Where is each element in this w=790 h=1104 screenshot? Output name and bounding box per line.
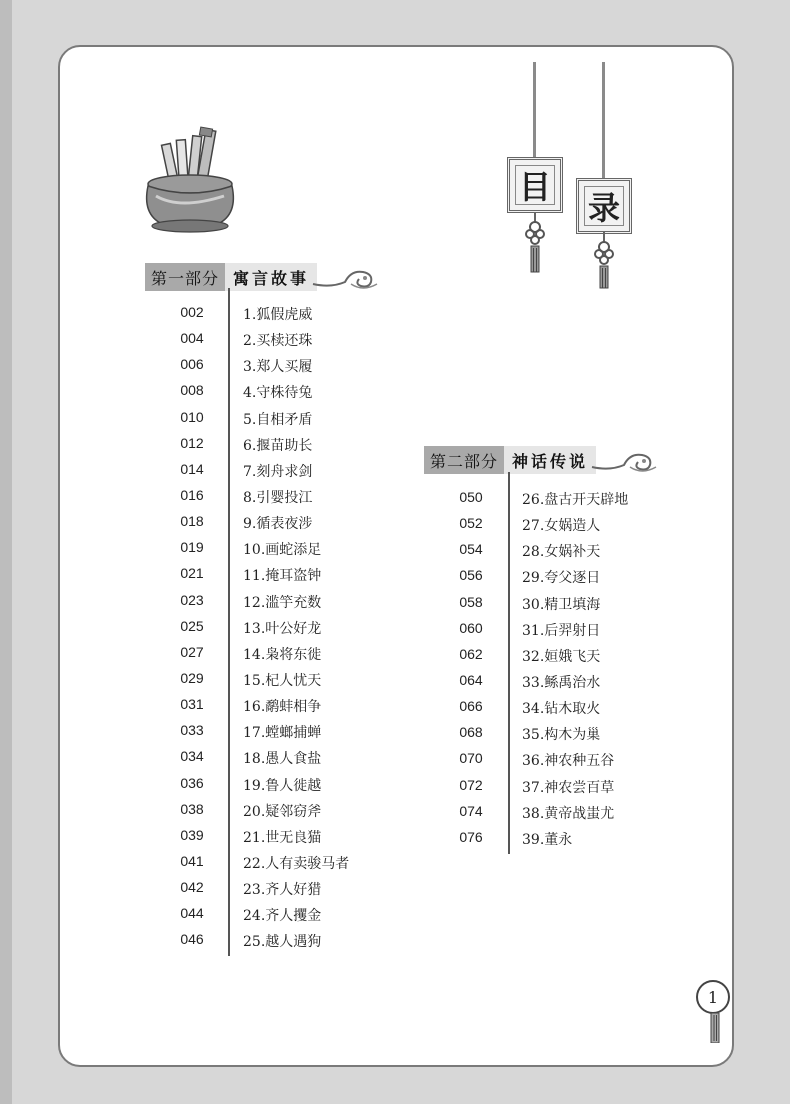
- toc-entry-title: 37.神农尝百草: [522, 779, 615, 796]
- toc-entry[interactable]: [0, 902, 420, 928]
- toc-entry[interactable]: [0, 876, 420, 902]
- toc-page-number: 054: [459, 541, 483, 558]
- toc-entry-title: 4.守株待兔: [243, 385, 313, 402]
- part1-label: 第一部分: [145, 263, 225, 291]
- toc-entry[interactable]: [0, 774, 700, 800]
- toc-entry[interactable]: [0, 432, 420, 458]
- toc-page-number: 036: [180, 774, 204, 791]
- toc-entry-title: 32.姮娥飞天: [522, 648, 601, 665]
- toc-entry[interactable]: [0, 747, 700, 773]
- toc-page-number: 044: [180, 905, 204, 922]
- toc-entry[interactable]: [0, 538, 700, 564]
- toc-entry-title: 3.郑人买履: [243, 359, 313, 376]
- toc-page-number: 027: [180, 643, 204, 660]
- toc-page-number: 021: [180, 565, 204, 582]
- toc-entry[interactable]: [0, 458, 420, 484]
- toc-entry[interactable]: [0, 928, 420, 954]
- toc-page-number: 041: [180, 852, 204, 869]
- toc-entry[interactable]: [0, 826, 700, 852]
- hanging-string-right: [602, 62, 605, 180]
- toc-entry-title: 24.齐人攫金: [243, 908, 322, 925]
- title-char-2: 录: [587, 189, 620, 227]
- toc-page-number: 012: [180, 434, 204, 451]
- tassel-icon: [524, 212, 546, 276]
- toc-page-number: 018: [180, 513, 204, 530]
- toc-page-number: 010: [180, 408, 204, 425]
- toc-entry[interactable]: [0, 800, 700, 826]
- toc-page-number: 060: [459, 619, 483, 636]
- cloud-swirl-icon: [590, 445, 660, 475]
- toc-entry-title: 6.揠苗助长: [243, 437, 313, 454]
- toc-entry-title: 2.买椟还珠: [243, 333, 313, 350]
- toc-page-number: 004: [180, 330, 204, 347]
- toc-entry-title: 10.画蛇添足: [243, 542, 322, 559]
- toc-page-number: 025: [180, 617, 204, 634]
- part1-title: 寓言故事: [225, 263, 317, 291]
- toc-page-number: 066: [459, 698, 483, 715]
- toc-entry-title: 26.盘古开天辟地: [522, 492, 629, 508]
- toc-entry[interactable]: [0, 301, 420, 327]
- toc-page-number: 019: [180, 539, 204, 556]
- part2-header: [424, 446, 660, 474]
- toc-entry-title: 28.女娲补天: [522, 544, 601, 561]
- toc-entry[interactable]: [0, 850, 420, 876]
- toc-entry-title: 19.鲁人徙越: [243, 777, 322, 794]
- cloud-swirl-icon: [311, 262, 381, 292]
- toc-entry[interactable]: [0, 617, 700, 643]
- toc-entry[interactable]: [0, 406, 420, 432]
- toc-page-number: 072: [459, 776, 483, 793]
- title-tile-lu: [576, 178, 632, 234]
- toc-page-number: 068: [459, 724, 483, 741]
- toc-entry-title: 14.枭将东徙: [243, 646, 322, 663]
- toc-page-number: 050: [459, 489, 483, 505]
- toc-page-number: 002: [180, 304, 204, 320]
- toc-entry-title: 33.鲧禹治水: [522, 674, 601, 691]
- toc-entry-title: 39.董永: [522, 831, 573, 848]
- toc-entry-title: 5.自相矛盾: [243, 411, 313, 428]
- hanging-string-left: [533, 62, 536, 160]
- brush-pot-icon: [140, 126, 240, 236]
- part2-label: 第二部分: [424, 446, 504, 474]
- toc-page-number: 062: [459, 645, 483, 662]
- toc-page-number: 014: [180, 460, 204, 477]
- toc-page-number: 016: [180, 486, 204, 503]
- toc-entry-title: 8.引婴投江: [243, 489, 313, 506]
- toc-entry-title: 23.齐人好猎: [243, 882, 322, 899]
- toc-entry[interactable]: [0, 721, 700, 747]
- toc-entry[interactable]: [0, 695, 700, 721]
- toc-entry[interactable]: [0, 353, 420, 379]
- toc-entry-title: 36.神农种五谷: [522, 753, 615, 770]
- toc-page-number: 046: [180, 931, 204, 948]
- toc-entry-title: 16.鹬蚌相争: [243, 699, 322, 716]
- toc-entry-title: 35.构木为巢: [522, 727, 601, 744]
- page-number: 1: [707, 987, 719, 1007]
- toc-entry-title: 22.人有卖骏马者: [243, 855, 350, 872]
- toc-entry[interactable]: [0, 327, 420, 353]
- toc-entry[interactable]: [0, 643, 700, 669]
- toc-page-number: 033: [180, 722, 204, 739]
- toc-page-number: 058: [459, 593, 483, 610]
- toc-page-number: 008: [180, 382, 204, 399]
- part2-toc-list: [0, 486, 700, 852]
- toc-entry-title: 7.刻舟求剑: [243, 463, 313, 480]
- toc-page-number: 006: [180, 356, 204, 373]
- title-char-1: 目: [518, 168, 551, 206]
- toc-entry-title: 25.越人遇狗: [243, 934, 322, 951]
- toc-entry[interactable]: [0, 379, 420, 405]
- toc-entry-title: 17.螳螂捕蝉: [243, 725, 322, 742]
- toc-entry-title: 20.疑邻窃斧: [243, 803, 322, 820]
- toc-page-number: 070: [459, 750, 483, 767]
- toc-entry-title: 9.循表夜涉: [243, 516, 313, 533]
- toc-page-number: 031: [180, 696, 204, 713]
- page-tassel-icon: [710, 1013, 720, 1043]
- part1-header: [145, 263, 381, 291]
- toc-page-number: 052: [459, 515, 483, 532]
- page-number-badge: [696, 980, 730, 1014]
- part2-title: 神话传说: [504, 446, 596, 474]
- toc-entry[interactable]: [0, 486, 700, 512]
- toc-page-number: 039: [180, 826, 204, 843]
- toc-entry-title: 30.精卫填海: [522, 596, 601, 613]
- tassel-icon: [593, 232, 615, 296]
- title-tile-mu: [507, 157, 563, 213]
- toc-entry[interactable]: [0, 512, 700, 538]
- toc-page-number: 023: [180, 591, 204, 608]
- toc-entry-title: 29.夸父逐日: [522, 570, 601, 587]
- toc-page-number: 074: [459, 802, 483, 819]
- toc-page-number: 064: [459, 671, 483, 688]
- toc-entry-title: 13.叶公好龙: [243, 620, 322, 637]
- toc-entry-title: 27.女娲造人: [522, 518, 601, 535]
- toc-page-number: 038: [180, 800, 204, 817]
- toc-entry-title: 38.黄帝战蚩尤: [522, 805, 615, 822]
- toc-entry-title: 1.狐假虎威: [243, 307, 313, 323]
- toc-entry-title: 31.后羿射日: [522, 622, 601, 639]
- toc-entry[interactable]: [0, 564, 700, 590]
- toc-entry[interactable]: [0, 591, 700, 617]
- toc-entry-title: 18.愚人食盐: [243, 751, 322, 768]
- toc-page-number: 029: [180, 669, 204, 686]
- toc-entry-title: 15.杞人忧天: [243, 672, 322, 689]
- toc-entry-title: 21.世无良猫: [243, 829, 322, 846]
- toc-page-number: 034: [180, 748, 204, 765]
- toc-page-number: 042: [180, 879, 204, 896]
- toc-entry-title: 12.滥竽充数: [243, 594, 322, 611]
- toc-entry[interactable]: [0, 669, 700, 695]
- toc-entry-title: 34.钻木取火: [522, 701, 601, 718]
- toc-page-number: 056: [459, 567, 483, 584]
- toc-entry-title: 11.掩耳盗钟: [243, 568, 322, 585]
- toc-page-number: 076: [459, 828, 483, 845]
